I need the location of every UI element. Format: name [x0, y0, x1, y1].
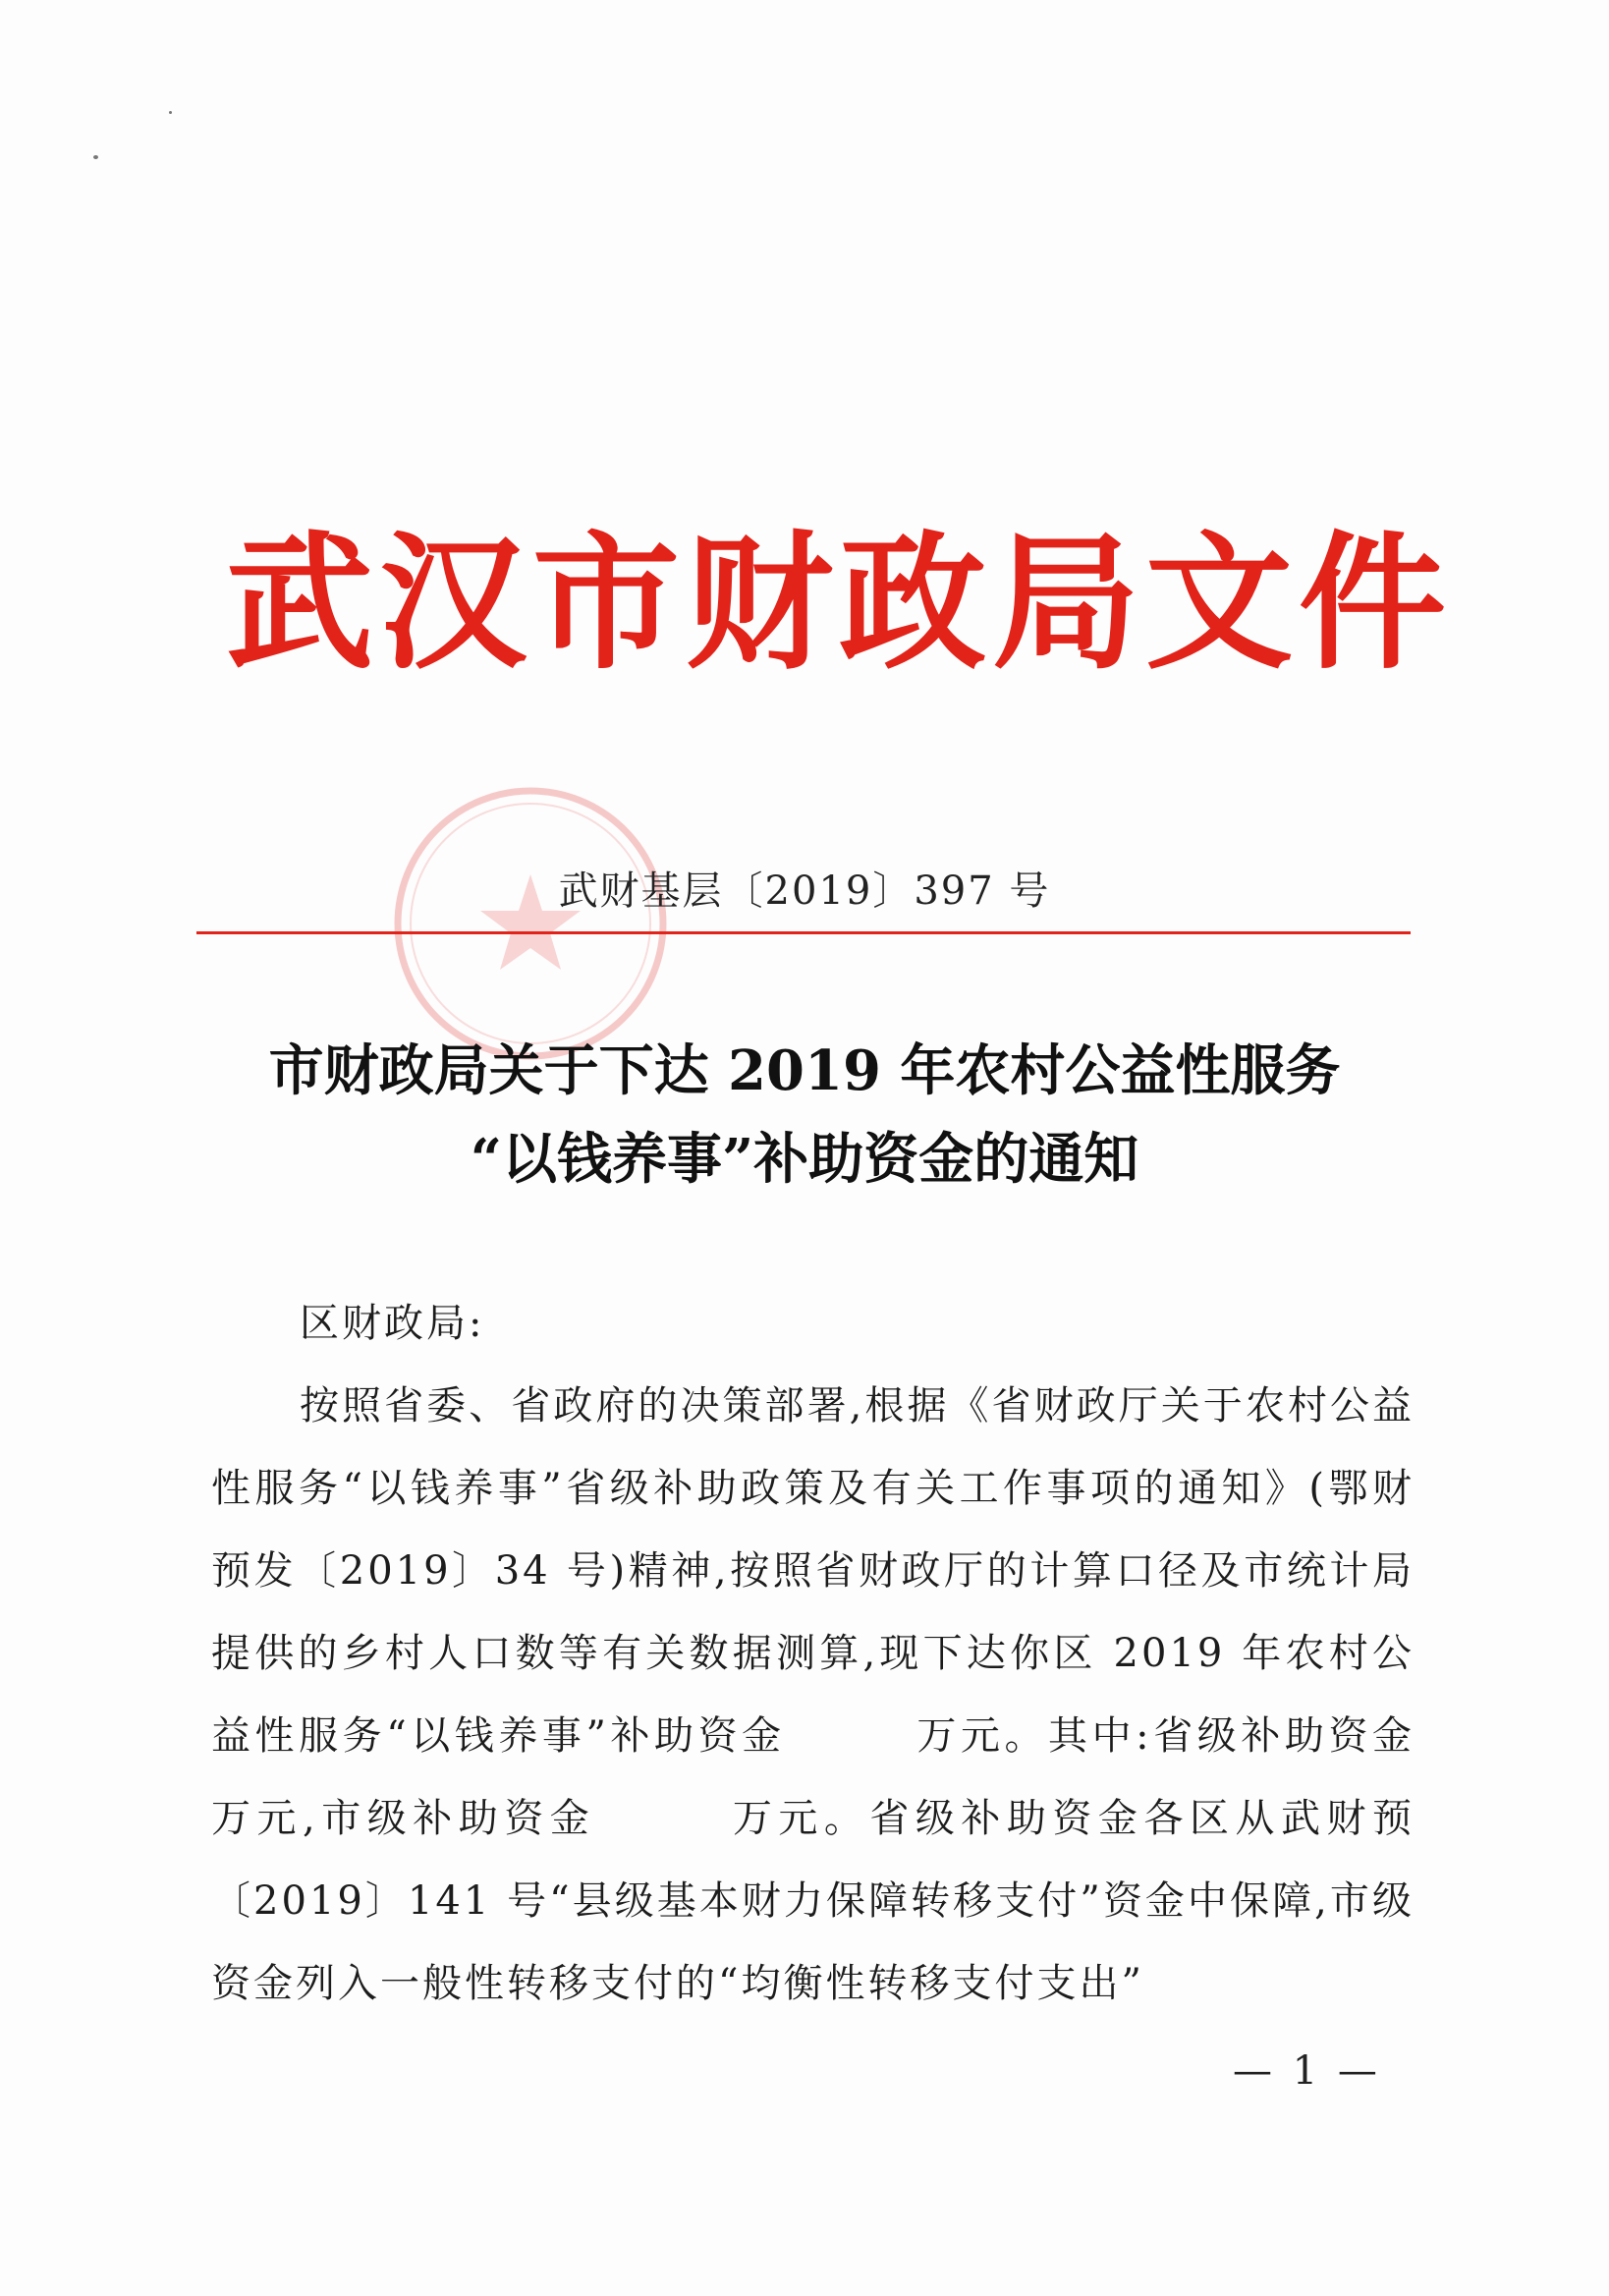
scan-speck	[93, 155, 98, 159]
body-paragraph: 按照省委、省政府的决策部署,根据《省财政厅关于农村公益性服务“以钱养事”省级补助政策及有关工作事项的通知》(鄂财预发〔2019〕34 号)精神,按照省财政厅的计算口径及市统计局提供的乡村人口数等有关数据测算,现下达你区 2019 年农村公益性服务“以钱养事”补助资金 万元。其中:省级补助资金 万元,市级补助资金 万元。省级补助资金各区从武财预〔2019〕141 号“县级基本财力保障转移支付”资金中保障,市级资金列入一般性转移支付的“均衡性转移支付支出”	[211, 1383, 1541, 2006]
issuing-authority-title: 武汉市财政局文件	[226, 519, 1453, 690]
title-line-1: 市财政局关于下达 2019 年农村公益性服务	[268, 1038, 1341, 1103]
header-divider	[196, 931, 1411, 934]
document-number: 武财基层〔2019〕397 号	[558, 868, 1051, 914]
title-line-2: “以钱养事”补助资金的通知	[470, 1127, 1139, 1192]
page-number: — 1 —	[1233, 2048, 1381, 2094]
document-title	[0, 1027, 1609, 1204]
official-seal-icon	[388, 781, 673, 1066]
document-body	[211, 1282, 1541, 2025]
scan-speck	[169, 111, 172, 114]
salutation: 区财政局:	[300, 1301, 485, 1346]
